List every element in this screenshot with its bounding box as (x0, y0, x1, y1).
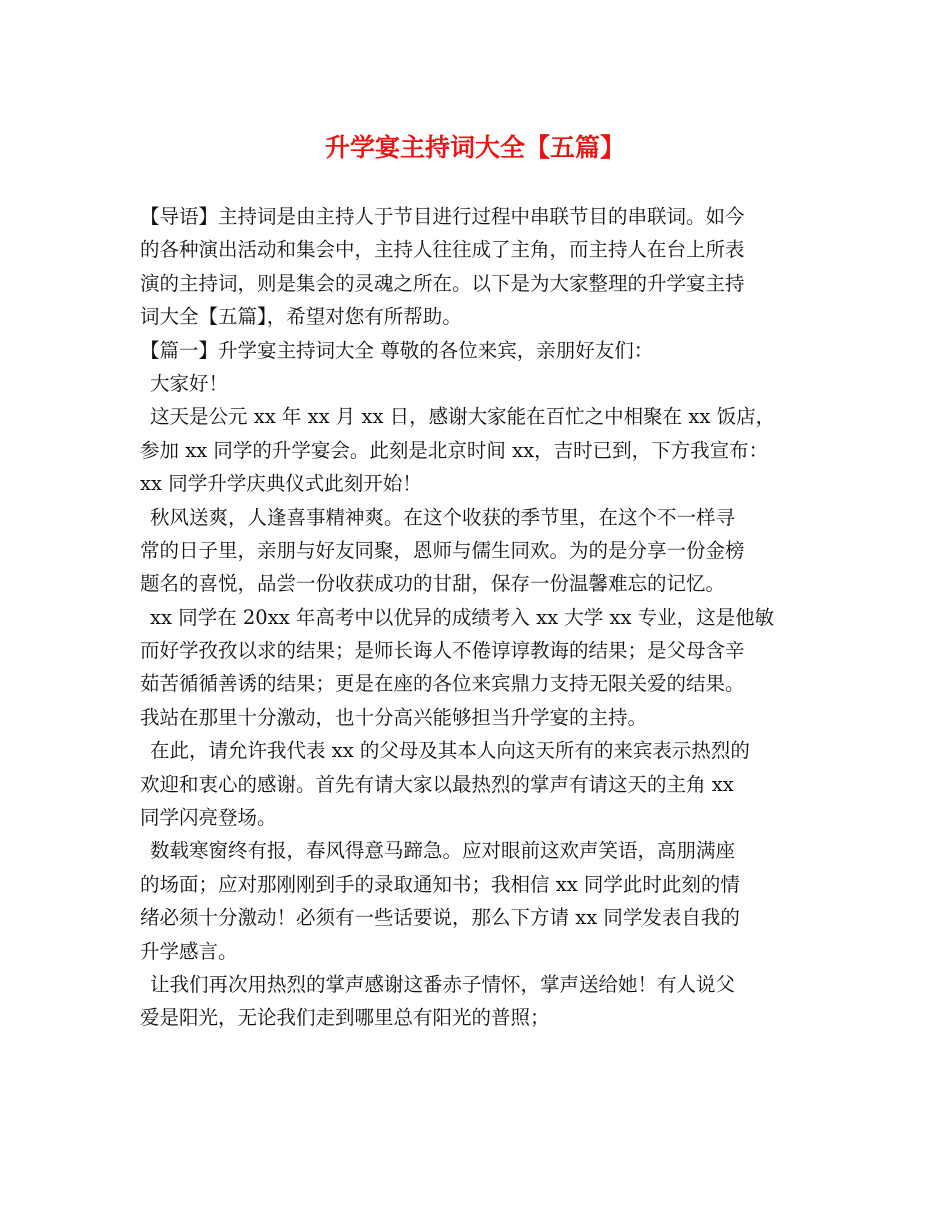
body-line: 【导语】主持词是由主持人于节目进行过程中串联节目的串联词。如今 (140, 205, 745, 228)
body-line: 让我们再次用热烈的掌声感谢这番赤子情怀，掌声送给她！有人说父 (150, 972, 736, 996)
body-line: 而好学孜孜以求的结果；是师长诲人不倦谆谆教诲的结果；是父母含辛 (140, 639, 745, 663)
body-line: 秋风送爽，人逢喜事精神爽。在这个收获的季节里，在这个不一样寻 (150, 505, 736, 529)
body-line: 的场面；应对那刚刚到手的录取通知书；我相信 xx 同学此时此刻的情 (140, 872, 740, 896)
body-line: 我站在那里十分激动，也十分高兴能够担当升学宴的主持。 (140, 705, 648, 729)
body-line: 数载寒窗终有报，春风得意马蹄急。应对眼前这欢声笑语，高朋满座 (150, 839, 736, 863)
body-line: 爱是阳光，无论我们走到哪里总有阳光的普照； (140, 1006, 550, 1030)
document-body (140, 200, 820, 1035)
body-line: 【篇一】升学宴主持词大全 尊敬的各位来宾，亲朋好友们： (140, 338, 654, 362)
document-title: 升学宴主持词大全【五篇】 (324, 133, 625, 162)
body-line: 绪必须十分激动！必须有一些话要说，那么下方请 xx 同学发表自我的 (140, 906, 740, 930)
body-line: 在此，请允许我代表 xx 的父母及其本人向这天所有的来宾表示热烈的 (150, 739, 750, 763)
body-line: 欢迎和衷心的感谢。首先有请大家以最热烈的掌声有请这天的主角 xx (140, 772, 734, 796)
body-line: 同学闪亮登场。 (140, 806, 277, 830)
body-line: 题名的喜悦，品尝一份收获成功的甘甜，保存一份温馨难忘的记忆。 (140, 572, 726, 596)
body-line: xx 同学升学庆典仪式此刻开始！ (140, 472, 422, 496)
body-line: 这天是公元 xx 年 xx 月 xx 日，感谢大家能在百忙之中相聚在 xx 饭店， (150, 405, 776, 429)
body-line: xx 同学在 20xx 年高考中以优异的成绩考入 xx 大学 xx 专业，这是他敏 (150, 605, 775, 629)
body-line: 茹苦循循善诱的结果；更是在座的各位来宾鼎力支持无限关爱的结果。 (140, 672, 745, 696)
body-line: 词大全【五篇】，希望对您有所帮助。 (140, 305, 462, 329)
body-line: 参加 xx 同学的升学宴会。此刻是北京时间 xx，吉时已到，下方我宣布： (140, 438, 769, 462)
body-line: 演的主持词，则是集会的灵魂之所在。以下是为大家整理的升学宴主持 (140, 271, 745, 295)
body-line: 升学感言。 (140, 939, 238, 963)
body-line: 大家好！ (150, 371, 229, 395)
body-line: 的各种演出活动和集会中，主持人往往成了主角，而主持人在台上所表 (140, 238, 745, 262)
body-line: 常的日子里，亲朋与好友同聚，恩师与儒生同欢。为的是分享一份金榜 (140, 538, 745, 562)
